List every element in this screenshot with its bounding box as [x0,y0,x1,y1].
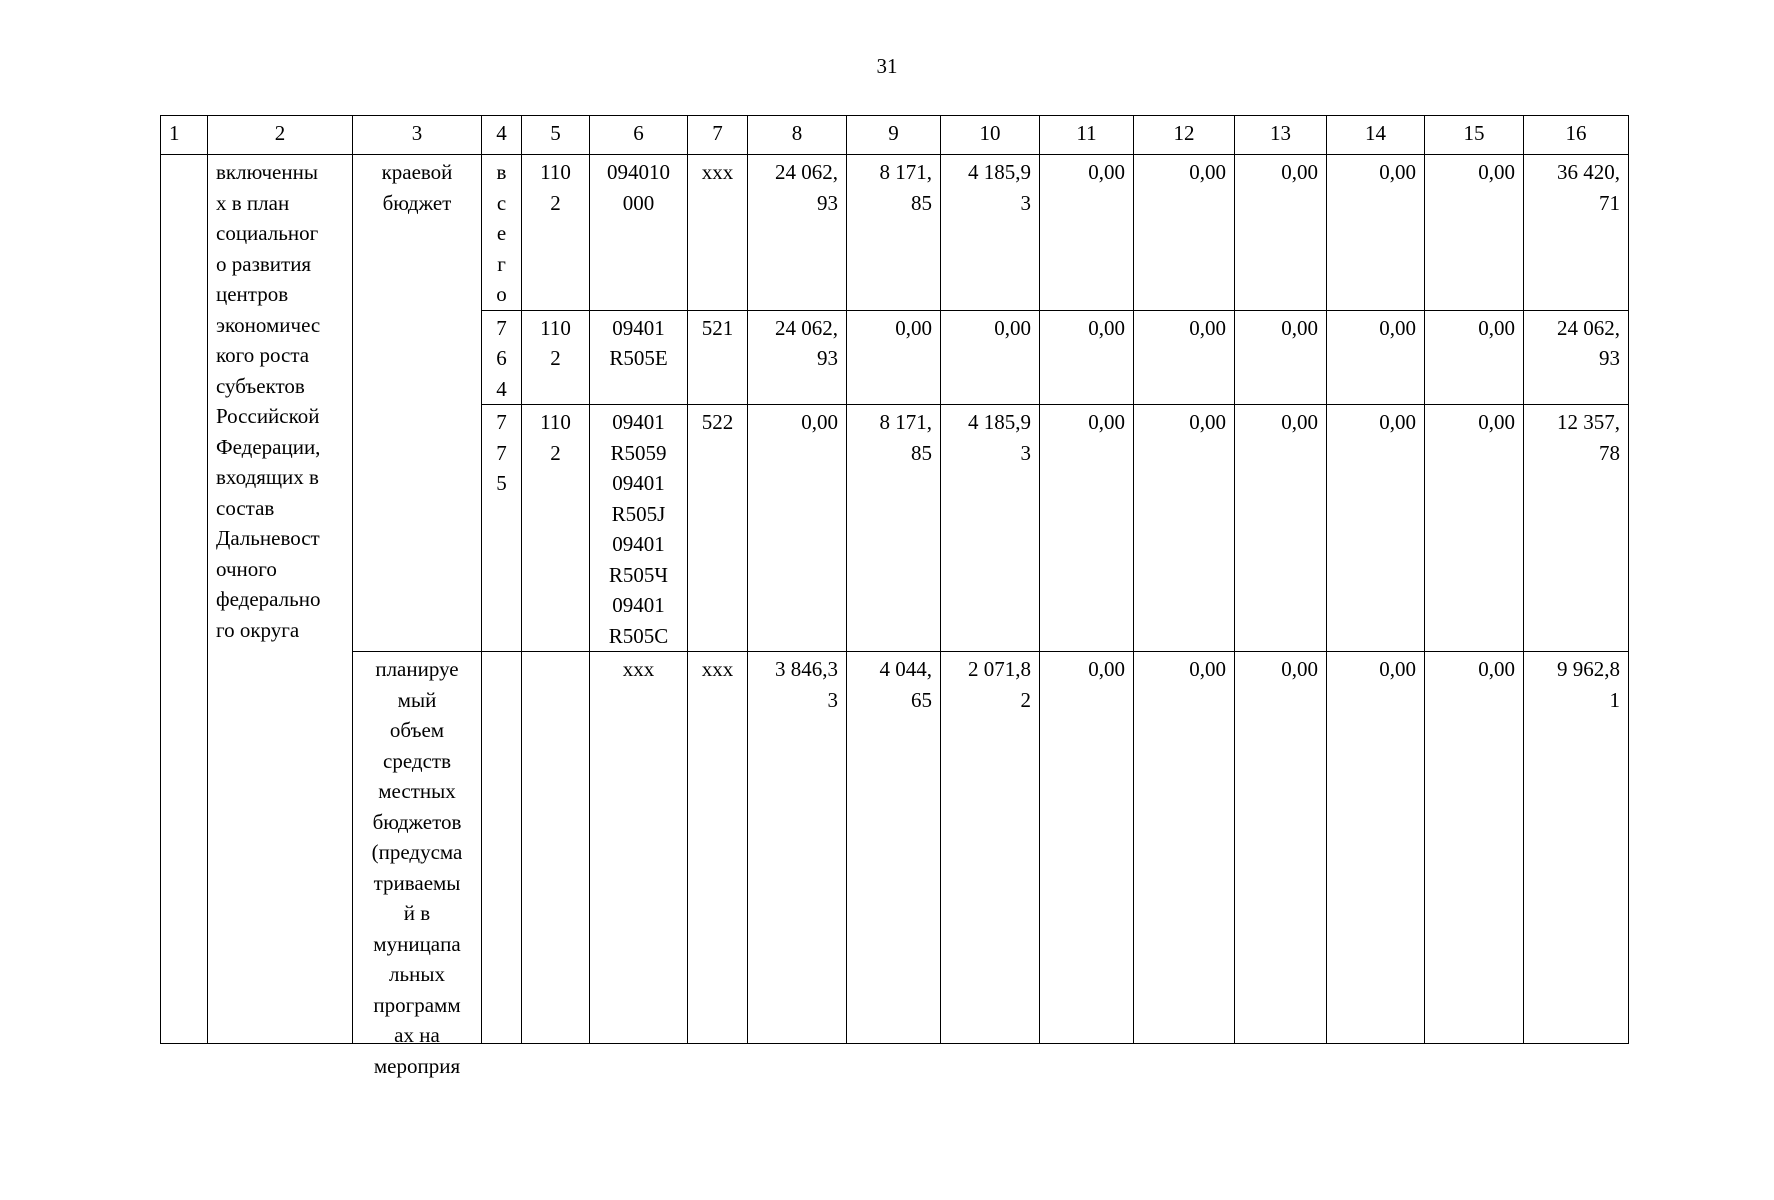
page-number: 31 [876,54,898,78]
section-cell: 110 2 [522,155,590,311]
amount-cell: 0,00 [1425,155,1524,311]
amount-cell: 0,00 [1040,310,1134,405]
amount-cell: 24 062, 93 [748,310,847,405]
column-header: 1 [161,116,208,155]
row-number-cell [161,155,208,1044]
column-header: 9 [847,116,941,155]
column-header: 4 [482,116,522,155]
section-cell: 110 2 [522,310,590,405]
column-header: 15 [1425,116,1524,155]
target-article-cell: 09401 R5059 09401 R505J 09401 R505Ч 09401 R505C [590,405,688,652]
amount-cell: 0,00 [1040,155,1134,311]
amount-cell: 4 044, 65 [847,652,941,1044]
funding-source-cell [353,652,482,1078]
total-cell: 9 962,8 1 [1524,652,1629,1044]
amount-cell: 0,00 [1327,405,1425,652]
target-article-cell: 09401 R505E [590,310,688,405]
amount-cell: 0,00 [748,405,847,652]
expense-type-cell: ххх [688,652,748,1044]
column-header: 3 [353,116,482,155]
table-row [161,155,1629,311]
column-header: 6 [590,116,688,155]
grbs-cell [482,652,522,1044]
column-header: 16 [1524,116,1629,155]
section-cell: 110 2 [522,405,590,652]
amount-cell: 0,00 [1327,652,1425,1044]
amount-cell: 0,00 [1134,405,1235,652]
amount-cell: 0,00 [1425,405,1524,652]
total-cell: 24 062, 93 [1524,310,1629,405]
target-article-cell: ххх [590,652,688,1044]
amount-cell: 24 062, 93 [748,155,847,311]
amount-cell: 0,00 [847,310,941,405]
amount-cell: 8 171, 85 [847,155,941,311]
amount-cell: 0,00 [1040,405,1134,652]
expense-type-cell: ххх [688,155,748,311]
expense-type-cell: 521 [688,310,748,405]
column-header: 10 [941,116,1040,155]
amount-cell: 0,00 [1235,652,1327,1044]
column-header: 13 [1235,116,1327,155]
grbs-cell: 7 7 5 [482,405,522,652]
amount-cell: 0,00 [1327,155,1425,311]
amount-cell: 2 071,8 2 [941,652,1040,1044]
total-cell: 36 420, 71 [1524,155,1629,311]
column-header: 11 [1040,116,1134,155]
amount-cell: 0,00 [1040,652,1134,1044]
amount-cell: 4 185,9 3 [941,155,1040,311]
total-cell: 12 357, 78 [1524,405,1629,652]
grbs-cell: 7 6 4 [482,310,522,405]
amount-cell: 3 846,3 3 [748,652,847,1044]
section-cell [522,652,590,1044]
target-article-cell: 094010 000 [590,155,688,311]
budget-table [160,115,1629,1078]
amount-cell: 4 185,9 3 [941,405,1040,652]
table-header-row [161,116,1629,155]
amount-cell: 0,00 [1235,405,1327,652]
amount-cell: 0,00 [1134,652,1235,1044]
funding-source-cell: краевой бюджет [353,155,482,652]
table-row [161,652,1629,1044]
column-header: 2 [208,116,353,155]
column-header: 5 [522,116,590,155]
amount-cell: 0,00 [1134,155,1235,311]
amount-cell: 0,00 [1425,310,1524,405]
funding-source-text: планируе мый объем средств местных бюджетов (предусма триваемы й в муницaпа льных программ ах на мероприя [371,657,463,1078]
amount-cell: 0,00 [941,310,1040,405]
amount-cell: 0,00 [1235,155,1327,311]
event-name-cell: включенны х в план социальног о развития центров экономичес кого роста субъектов Российской Федерации, входящих в состав Дальневост очного федерально го округа [208,155,353,1044]
amount-cell: 0,00 [1425,652,1524,1044]
column-header: 14 [1327,116,1425,155]
amount-cell: 0,00 [1235,310,1327,405]
column-header: 8 [748,116,847,155]
column-header: 12 [1134,116,1235,155]
grbs-cell: в с е г о [482,155,522,311]
expense-type-cell: 522 [688,405,748,652]
amount-cell: 0,00 [1327,310,1425,405]
amount-cell: 0,00 [1134,310,1235,405]
amount-cell: 8 171, 85 [847,405,941,652]
column-header: 7 [688,116,748,155]
